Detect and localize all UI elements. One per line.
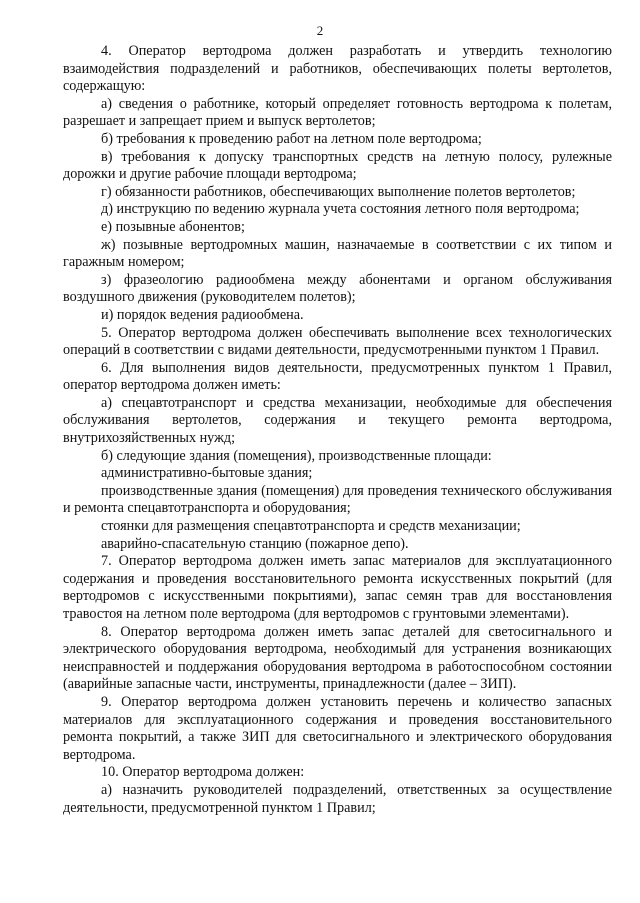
paragraph-4z: з) фразеологию радиообмена между абонентами и органом обслуживания воздушного движения (руководителем полетов); (63, 271, 612, 306)
page-number: 2 (316, 23, 324, 38)
paragraph-5: 5. Оператор вертодрома должен обеспечивать выполнение всех технологических операций в соответствии с видами деятельности, предусмотренными пунктом 1 Правил. (63, 324, 612, 359)
paragraph-10a: а) назначить руководителей подразделений, ответственных за осуществление деятельности, предусмотренной пунктом 1 Правил; (63, 781, 612, 816)
paragraph-4v: в) требования к допуску транспортных средств на летную полосу, рулежные дорожки и другие рабочие площади вертодрома; (63, 148, 612, 183)
paragraph-6b-item-4: аварийно-спасательную станцию (пожарное депо). (101, 535, 409, 552)
paragraph-9: 9. Оператор вертодрома должен установить перечень и количество запасных материалов для эксплуатационного содержания и проведения восстановительного ремонта покрытий, а также ЗИП для светосигнального и электрического оборудования вертодрома. (63, 693, 612, 763)
paragraph-4: 4. Оператор вертодрома должен разработать и утвердить технологию взаимодействия подразделений и работников, обеспечивающих полеты вертолетов, содержащую: (63, 43, 612, 95)
paragraph-4a: а) сведения о работнике, который определяет готовность вертодрома к полетам, разрешает и запрещает прием и выпуск вертолетов; (63, 95, 612, 130)
paragraph-6b-item-2: производственные здания (помещения) для проведения технического обслуживания и ремонта спецавтотранспорта и оборудования; (63, 482, 612, 517)
paragraph-6b-item-1: административно-бытовые здания; (101, 465, 313, 482)
paragraph-4i: и) порядок ведения радиообмена. (101, 306, 304, 323)
paragraph-4b: б) требования к проведению работ на летном поле вертодрома; (101, 130, 482, 147)
paragraph-7: 7. Оператор вертодрома должен иметь запас материалов для эксплуатационного содержания и проведения восстановительного ремонта искусственных покрытий (для вертодромов с искусственными покрытиями), запас семян трав для восстановления травостоя на летном поле вертодрома (для вертодромов с грунтовыми элементами). (63, 553, 612, 622)
paragraph-4e: е) позывные абонентов; (101, 218, 245, 235)
paragraph-10: 10. Оператор вертодрома должен: (101, 764, 305, 781)
document-body (63, 43, 612, 817)
paragraph-6: 6. Для выполнения видов деятельности, предусмотренных пунктом 1 Правил, оператор вертодрома должен иметь: (63, 359, 612, 394)
paragraph-4d: д) инструкцию по ведению журнала учета состояния летного поля вертодрома; (101, 201, 580, 218)
paragraph-6a: а) спецавтотранспорт и средства механизации, необходимые для обеспечения обслуживания вертолетов, содержания и текущего ремонта вертодрома, внутрихозяйственных нужд; (63, 394, 612, 447)
paragraph-4zh: ж) позывные вертодромных машин, назначаемые в соответствии с их типом и гаражным номером; (63, 236, 612, 271)
paragraph-4g: г) обязанности работников, обеспечивающих выполнение полетов вертолетов; (101, 183, 576, 200)
paragraph-6b: б) следующие здания (помещения), производственные площади: (101, 447, 492, 464)
paragraph-8: 8. Оператор вертодрома должен иметь запас деталей для светосигнального и электрического оборудования вертодрома, необходимый для устранения возникающих неисправностей и поддержания оборудования вертодрома в работоспособном состоянии (аварийные запасные части, инструменты, принадлежности (далее – ЗИП). (63, 623, 612, 693)
paragraph-6b-item-3: стоянки для размещения спецавтотранспорта и средств механизации; (101, 518, 521, 535)
